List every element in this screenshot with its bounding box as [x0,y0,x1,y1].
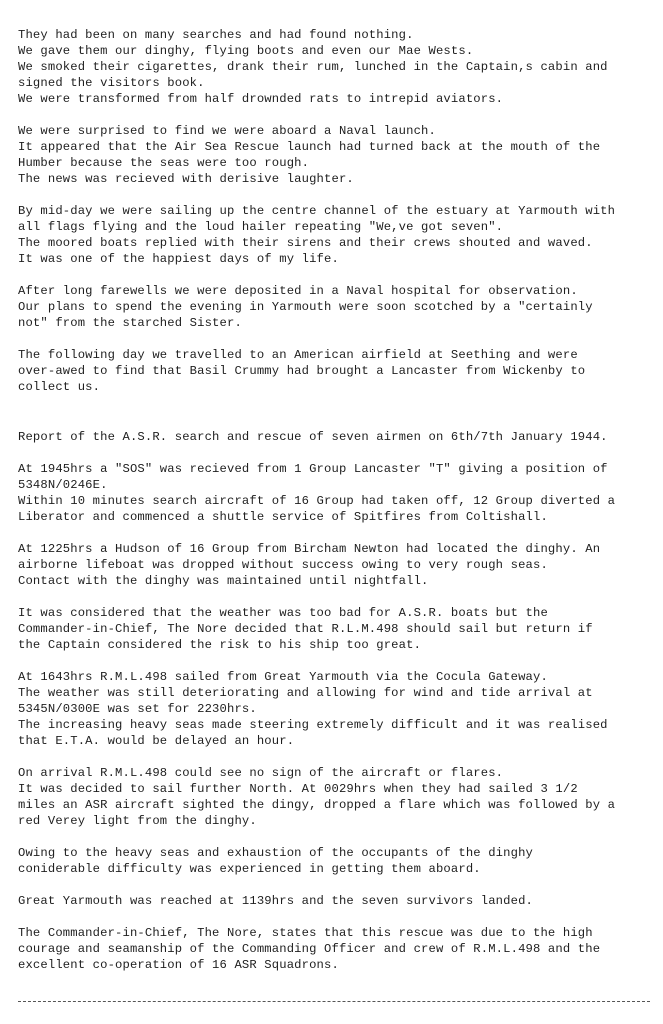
text-line: We were transformed from half drownded rats to intrepid aviators. [18,92,504,106]
text-line: miles an ASR aircraft sighted the dingy, dropped a flare which was followed by a [18,798,616,812]
text-line: We smoked their cigarettes, drank their rum, lunched in the Captain,s cabin and [18,60,608,74]
text-line: courage and seamanship of the Commanding Officer and crew of R.M.L.498 and the [18,942,601,956]
report-paragraph-7 [18,893,658,909]
text-line: It was considered that the weather was too bad for A.S.R. boats but the [18,606,548,620]
text-line: not" from the starched Sister. [18,316,242,330]
text-line: By mid-day we were sailing up the centre channel of the estuary at Yarmouth with [18,204,616,218]
report-paragraph-4 [18,669,658,749]
report-paragraph-5 [18,765,658,829]
text-line: It appeared that the Air Sea Rescue launch had turned back at the mouth of the [18,140,601,154]
text-line: On arrival R.M.L.498 could see no sign of the aircraft or flares. [18,766,504,780]
text-line: It was one of the happiest days of my life. [18,252,339,266]
text-line: Liberator and commenced a shuttle service of Spitfires from Coltishall. [18,510,548,524]
narrative-paragraph-4 [18,283,658,331]
text-line: 5348N/0246E. [18,478,108,492]
narrative-paragraph-1 [18,27,658,107]
narrative-paragraph-2 [18,123,658,187]
text-line: airborne lifeboat was dropped without success owing to very rough seas. [18,558,548,572]
text-line: red Verey light from the dinghy. [18,814,257,828]
text-line: At 1643hrs R.M.L.498 sailed from Great Yarmouth via the Cocula Gateway. [18,670,548,684]
text-line: Great Yarmouth was reached at 1139hrs and the seven survivors landed. [18,894,533,908]
report-heading [18,429,658,445]
bottom-divider [18,1001,650,1002]
report-paragraph-3 [18,605,658,653]
text-line: Contact with the dinghy was maintained until nightfall. [18,574,429,588]
text-line: signed the visitors book. [18,76,205,90]
report-paragraph-8 [18,925,658,973]
narrative-paragraph-3 [18,203,658,267]
text-line: Within 10 minutes search aircraft of 16 Group had taken off, 12 Group diverted a [18,494,616,508]
text-line: The news was recieved with derisive laughter. [18,172,354,186]
text-line: Owing to the heavy seas and exhaustion of the occupants of the dinghy [18,846,533,860]
text-line: all flags flying and the loud hailer repeating "We,ve got seven". [18,220,504,234]
text-line: We were surprised to find we were aboard a Naval launch. [18,124,436,138]
text-line: They had been on many searches and had found nothing. [18,28,414,42]
text-line: The following day we travelled to an American airfield at Seething and were [18,348,578,362]
text-line: that E.T.A. would be delayed an hour. [18,734,295,748]
text-line: The Commander-in-Chief, The Nore, states that this rescue was due to the high [18,926,593,940]
report-paragraph-6 [18,845,658,877]
typed-document-page [18,27,658,973]
report-title: Report of the A.S.R. search and rescue of seven airmen on 6th/7th January 1944. [18,430,608,444]
text-line: Our plans to spend the evening in Yarmouth were soon scotched by a "certainly [18,300,593,314]
text-line: Humber because the seas were too rough. [18,156,310,170]
text-line: 5345N/0300E was set for 2230hrs. [18,702,257,716]
text-line: excellent co-operation of 16 ASR Squadrons. [18,958,339,972]
report-paragraph-2 [18,541,658,589]
text-line: the Captain considered the risk to his ship too great. [18,638,422,652]
text-line: We gave them our dinghy, flying boots and even our Mae Wests. [18,44,474,58]
text-line: over-awed to find that Basil Crummy had brought a Lancaster from Wickenby to [18,364,586,378]
text-line: At 1945hrs a "SOS" was recieved from 1 Group Lancaster "T" giving a position of [18,462,608,476]
text-line: After long farewells we were deposited in a Naval hospital for observation. [18,284,578,298]
text-line: The increasing heavy seas made steering extremely difficult and it was realised [18,718,608,732]
text-line: collect us. [18,380,101,394]
narrative-paragraph-5 [18,347,658,395]
text-line: coniderable difficulty was experienced in getting them aboard. [18,862,481,876]
text-line: Commander-in-Chief, The Nore decided that R.L.M.498 should sail but return if [18,622,593,636]
text-line: The moored boats replied with their sirens and their crews shouted and waved. [18,236,593,250]
report-paragraph-1 [18,461,658,525]
text-line: It was decided to sail further North. At 0029hrs when they had sailed 3 1/2 [18,782,578,796]
text-line: At 1225hrs a Hudson of 16 Group from Bircham Newton had located the dinghy. An [18,542,601,556]
text-line: The weather was still deteriorating and allowing for wind and tide arrival at [18,686,593,700]
